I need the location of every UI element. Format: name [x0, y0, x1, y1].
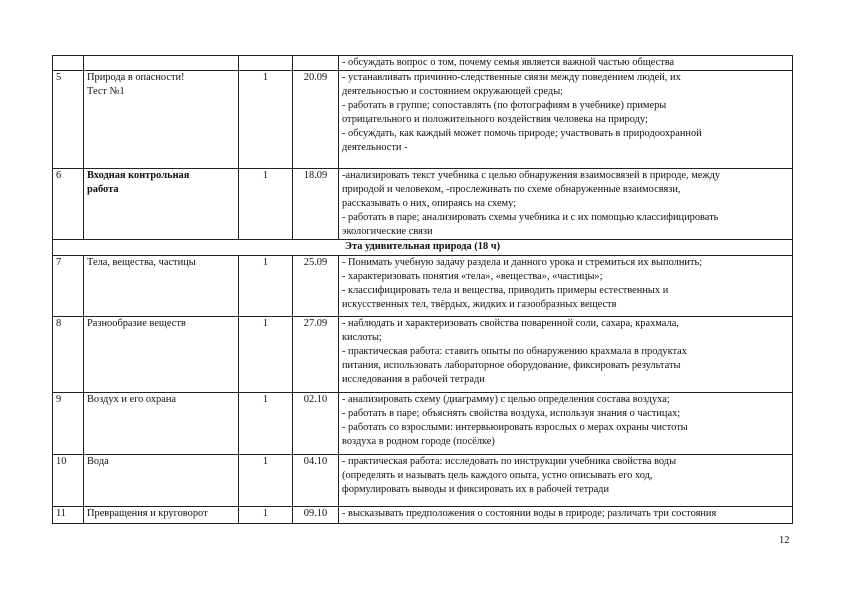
table-row: [53, 507, 793, 524]
activity-line: рассказывать о них, опираясь на схему;: [342, 198, 517, 209]
table-row: [53, 169, 793, 240]
activity-line: искусственных тел, твёрдых, жидких и газообразных веществ: [342, 299, 617, 310]
lesson-topic: [84, 317, 239, 393]
lesson-number: 8: [53, 317, 84, 393]
lesson-activities: [339, 393, 793, 455]
lesson-activities: [339, 317, 793, 393]
activity-line: - работать в паре; анализировать схемы учебника и с их помощью классифицировать: [342, 212, 719, 223]
activity-line: (определять и называть цель каждого опыта, устно описывать его ход,: [342, 470, 653, 481]
activity-line: кислоты;: [342, 332, 382, 343]
lesson-topic: [84, 507, 239, 524]
lesson-date: 04.10: [293, 455, 339, 507]
page-number: 12: [779, 535, 790, 546]
activity-line: - Понимать учебную задачу раздела и данного урока и стремиться их выполнить;: [342, 257, 703, 268]
lesson-topic: [84, 455, 239, 507]
lesson-hours: 1: [239, 317, 293, 393]
lesson-plan-table: [52, 55, 793, 524]
activity-line: - практическая работа: исследовать по инструкции учебника свойства воды: [342, 456, 677, 467]
lesson-number: 11: [53, 507, 84, 524]
lesson-hours: [239, 56, 293, 71]
activity-line: - обсуждать, как каждый может помочь природе; участвовать в природоохранной: [342, 128, 702, 139]
lesson-hours: 1: [239, 393, 293, 455]
activity-line: - работать со взрослыми: интервьюировать взрослых о мерах охраны чистоты: [342, 422, 688, 433]
activity-line: питания, использовать лабораторное оборудование, фиксировать результаты: [342, 360, 681, 371]
topic-line: Входная контрольная: [87, 170, 190, 181]
activity-line: исследования в рабочей тетради: [342, 374, 485, 385]
topic-line: работа: [87, 184, 119, 195]
activity-line: - характеризовать понятия «тела», «вещества», «частицы»;: [342, 271, 603, 282]
section-title: Эта удивительная природа (18 ч): [53, 240, 793, 256]
activity-line: деятельностью и состоянием окружающей среды;: [342, 86, 564, 97]
section-header-row: [53, 240, 793, 256]
lesson-number: 6: [53, 169, 84, 240]
activity-line: - наблюдать и характеризовать свойства поваренной соли, сахара, крахмала,: [342, 318, 679, 329]
lesson-hours: 1: [239, 455, 293, 507]
activity-line: - работать в паре; объяснять свойства воздуха, используя знания о частицах;: [342, 408, 681, 419]
lesson-hours: 1: [239, 169, 293, 240]
activity-line: - работать в группе; сопоставлять (по фотографиям в учебнике) примеры: [342, 100, 667, 111]
lesson-topic: [84, 169, 239, 240]
lesson-topic: [84, 56, 239, 71]
activity-line: - анализировать схему (диаграмму) с целью определения состава воздуха;: [342, 394, 670, 405]
lesson-date: 27.09: [293, 317, 339, 393]
activity-line: формулировать выводы и фиксировать их в рабочей тетради: [342, 484, 610, 495]
lesson-activities: [339, 56, 793, 71]
table-row: [53, 256, 793, 317]
activity-line: экологические связи: [342, 226, 433, 237]
topic-line: Природа в опасности!: [87, 72, 185, 83]
lesson-activities: [339, 455, 793, 507]
lesson-number: 7: [53, 256, 84, 317]
lesson-date: 25.09: [293, 256, 339, 317]
topic-line: Тела, вещества, частицы: [87, 257, 196, 268]
lesson-topic: [84, 393, 239, 455]
table-row: [53, 56, 793, 71]
topic-line: Вода: [87, 456, 109, 467]
lesson-number: 10: [53, 455, 84, 507]
activity-line: -анализировать текст учебника с целью обнаружения взаимосвязей в природе, между: [342, 170, 721, 181]
activity-line: природой и человеком, -прослеживать по схеме обнаруженные взаимосвязи,: [342, 184, 681, 195]
lesson-activities: [339, 507, 793, 524]
table-row: [53, 71, 793, 169]
lesson-topic: [84, 256, 239, 317]
activity-line: воздуха в родном городе (посёлке): [342, 436, 495, 447]
activity-line: - практическая работа: ставить опыты по обнаружению крахмала в продуктах: [342, 346, 687, 357]
topic-line: Разнообразие веществ: [87, 318, 186, 329]
lesson-activities: [339, 71, 793, 169]
lesson-plan-body: [53, 56, 793, 524]
lesson-activities: [339, 169, 793, 240]
activity-line: - устанавливать причинно-следственные связи между поведением людей, их: [342, 72, 681, 83]
activity-line: деятельности -: [342, 142, 408, 153]
lesson-date: [293, 56, 339, 71]
lesson-hours: 1: [239, 507, 293, 524]
lesson-topic: [84, 71, 239, 169]
activity-line: - обсуждать вопрос о том, почему семья является важной частью общества: [342, 57, 675, 68]
lesson-hours: 1: [239, 256, 293, 317]
activity-line: - высказывать предположения о состоянии воды в природе; различать три состояния: [342, 508, 717, 519]
lesson-date: 18.09: [293, 169, 339, 240]
topic-line: Тест №1: [87, 86, 125, 97]
lesson-date: 09.10: [293, 507, 339, 524]
lesson-hours: 1: [239, 71, 293, 169]
activity-line: - классифицировать тела и вещества, приводить примеры естественных и: [342, 285, 669, 296]
lesson-number: 5: [53, 71, 84, 169]
lesson-date: 20.09: [293, 71, 339, 169]
table-row: [53, 317, 793, 393]
lesson-date: 02.10: [293, 393, 339, 455]
lesson-activities: [339, 256, 793, 317]
topic-line: Превращения и круговорот: [87, 508, 208, 519]
activity-line: отрицательного и положительного воздействия человека на природу;: [342, 114, 648, 125]
topic-line: Воздух и его охрана: [87, 394, 176, 405]
lesson-number: [53, 56, 84, 71]
table-row: [53, 455, 793, 507]
table-row: [53, 393, 793, 455]
lesson-number: 9: [53, 393, 84, 455]
